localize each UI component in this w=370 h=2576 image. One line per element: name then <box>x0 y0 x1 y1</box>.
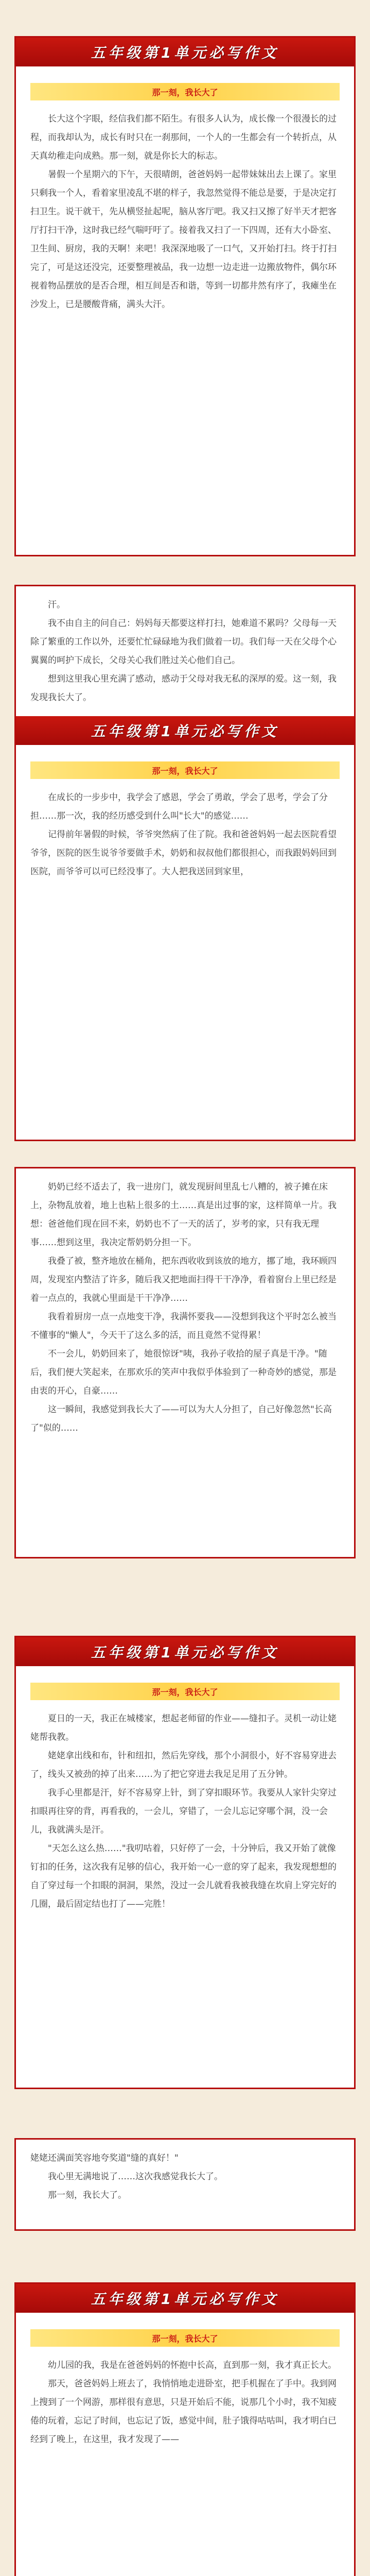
paragraph: 奶奶已经不适去了，我一进房门，就发现厨间里乱七八糟的，被子摊在床上，杂物乱放着，地上也粘上很多的土……真是出过事的家，这样简单一片。我想：爸爸他们现在回不来，奶奶也不了一天的活了，岁考的家，只有我无理事……想到这里，我决定帮奶奶分担一下。 <box>30 1182 337 1248</box>
paragraph: 夏日的一天，我正在城楼家，想起老师留的作业——缝扣子。灵机一动让姥姥帮我教。 <box>30 1714 337 1742</box>
essay-card-5 <box>14 2138 356 2231</box>
paragraph: 姥姥拿出线和布，针和纽扣，然后先穿线，那个小洞很小，好不容易穿进去了，线头又被劲的掉了出来……为了把它穿进去我足足用了五分钟。 <box>30 1751 337 1780</box>
paragraph: 这一瞬间，我感觉到我长大了——可以为大人分担了，自己好像忽然"长高了"似的…… <box>30 1404 332 1433</box>
paragraph: 那天，爸爸妈妈上班去了，我悄悄地走进卧室，把手机握在了手中。我到网上搜到了一个网游，那样很有意思，只是开始后不能，说那几个小时，我不知疲倦的玩着，忘记了时间，也忘记了饭，感觉中间，肚子饿得咕咕叫，我才明白已经到了晚上，在这里，我才发现了—— <box>30 2379 337 2445</box>
banner-title: 五年级第1单元必写作文 <box>16 716 354 745</box>
essay-card-6 <box>14 2282 356 2576</box>
essay-subtitle: 那一刻，我长大了 <box>30 83 340 100</box>
paragraph: 我心里无满地说了……这次我感觉我长大了。 <box>48 2172 223 2182</box>
paragraph: 不一会儿，奶奶回来了，她很惊讶"咦，我孙子收拾的屋子真是干净。"随后，我们便大笑起来，在那欢乐的笑声中我似乎体验到了一种奇妙的感觉，那是由衷的开心，自豪…… <box>30 1349 337 1396</box>
paragraph: 想到这里我心里充满了感动，感动于父母对我无私的深厚的爱。这一刻，我发现我长大了。 <box>30 674 337 703</box>
paragraph: "天怎么这么热……"我叨咕着，只好停了一会，十分钟后，我又开始了就像钉扣的任务，这次我有足够的信心，我开始一心一意的穿了起来，我发现想想的自了穿过每一个扣眼的洞洞，果然，没过一会儿就看我被我缝在坎肩上穿完好的几圈，最后固定结也打了——完胜！ <box>30 1843 337 1909</box>
essay-subtitle: 那一刻，我长大了 <box>30 2329 340 2347</box>
paragraph: 那一刻，我长大了。 <box>48 2190 127 2200</box>
banner-title: 五年级第1单元必写作文 <box>16 38 354 66</box>
essay-card-4 <box>14 1636 356 2089</box>
paragraph: 我不由自主的问自己：妈妈每天都要这样打扫，她难道不累吗？父母每一天除了繁重的工作以外，还要忙忙碌碌地为我们做着一切。我们每一天在父母个心翼翼的呵护下成长，父母关心我们胜过关心他们自己。 <box>30 618 337 666</box>
paragraph: 我手心里都是汗，好不容易穿上针，到了穿扣眼环节。我要从人家针尖穿过扣眼再往穿的背，再看我的，一会儿，穿错了，一会儿忘记穿哪个洞，没一会儿，我就满头是汗。 <box>30 1788 337 1835</box>
paragraph: 暑假一个星期六的下午，天很晴朗，爸爸妈妈一起带妹妹出去上课了。家里只剩我一个人，看着家里凌乱不堪的样子，我忽然觉得不能总是要，于是决定打扫卫生。说干就干，先从横竖扯起呢，脑从客厅吧。我又扫又擦了好半天才把客厅打扫干净，这时我已经气喘吁吁了。接着我又扫了一下四周，还有大小卧室、卫生间、厨房，我的天啊！来吧！我深深地吸了一口气，又开始打扫。终于打扫完了，可是这还没完，还要整理被品，我一边想一边走进一边搬放物件，偶尔环视着物品摆放的是否合理，相互间是否和谐，等到一切都井然有序了，我瘫坐在沙发上，已是腰酸背痛，满头大汗。 <box>30 170 337 310</box>
paragraph: 我叠了被，整齐地放在桶角，把东西收收到该放的地方，挪了地，我环顾四周，发现室内整洁了许多，随后我又把地面扫得干干净净，看着窗台上里已经是着一点点的，我就心里面是干干净净…… <box>30 1256 337 1303</box>
banner-title: 五年级第1单元必写作文 <box>16 2284 354 2313</box>
paragraph: 在成长的一步步中，我学会了感恩，学会了勇敢，学会了思考，学会了分担……那一次，我的经历感受到什么叫"长大"的感觉…… <box>30 792 328 821</box>
essay-subtitle: 那一刻，我长大了 <box>30 1683 340 1700</box>
banner-title: 五年级第1单元必写作文 <box>16 1637 354 1666</box>
essay-card-1 <box>14 36 356 556</box>
paragraph: 记得前年暑假的时候，爷爷突然病了住了院。我和爸爸妈妈一起去医院看望爷爷，医院的医生说爷爷要做手术，奶奶和叔叔他们都很担心，而我跟妈妈回到医院，而爷爷可以可已经没事了。大人把我送回到家里， <box>30 829 337 877</box>
paragraph: 我看着厨房一点一点地变干净，我满怀要我——没想到我这个平时怎么被当不懂事的"懒人"，今天干了这么多的活，而且竟然不觉得累！ <box>30 1312 337 1341</box>
essay-card-2 <box>14 585 356 1141</box>
essay-card-3 <box>14 1167 356 1558</box>
paragraph: 姥姥还满面笑容地夸奖道"缝的真好！" <box>30 2153 179 2163</box>
paragraph: 幼儿园的我，我是在爸爸妈妈的怀抱中长高，直到那一刻，我才真正长大。 <box>48 2360 337 2370</box>
paragraph: 长大这个字眼，经信我们都不陌生。有很多人认为，成长像一个很漫长的过程，而我却认为，成长有时只在一刹那间，一个人的一生都会有一个转折点，从天真幼稚走向成熟。那一刻，就是你长大的标志。 <box>30 114 337 161</box>
paragraph: 汗。 <box>48 600 65 610</box>
essay-subtitle: 那一刻，我长大了 <box>30 761 340 779</box>
